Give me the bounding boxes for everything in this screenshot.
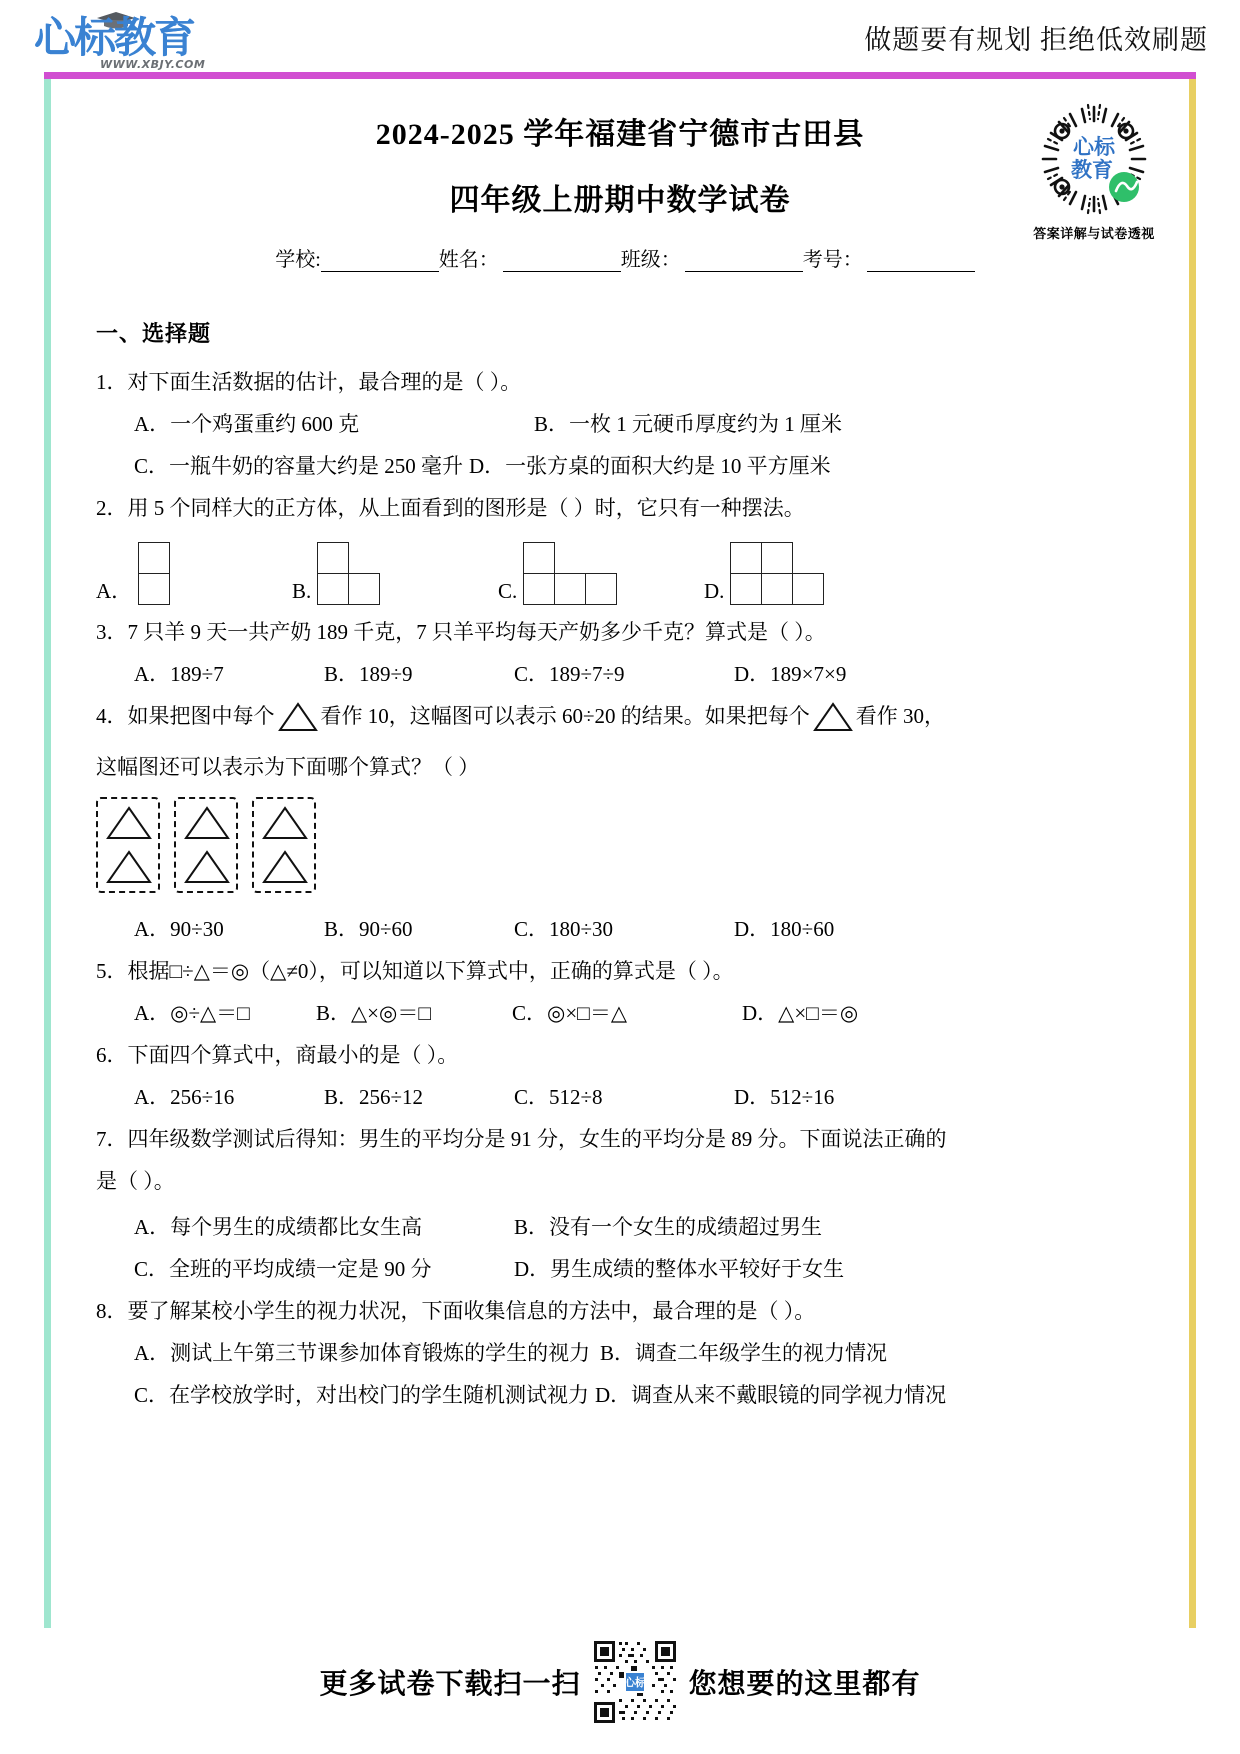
page-footer: [0, 1638, 1240, 1726]
shape-cell: [523, 573, 555, 605]
triangle-icon: [105, 849, 153, 885]
question-4-number: 4．: [96, 704, 128, 728]
question-4-stem-line1: [96, 696, 1141, 745]
question-3-options-row-1: [96, 654, 1141, 694]
question-2-option-b-label: B.: [292, 579, 312, 603]
svg-text:教育: 教育: [1071, 158, 1113, 182]
student-info-line: [51, 243, 1189, 272]
triangle-icon: [105, 805, 153, 841]
question-4-text-part3: 看作 30，: [855, 704, 946, 728]
shape-cell: [585, 573, 617, 605]
question-7-options-row-2: [96, 1249, 1141, 1289]
shape-cell: [317, 573, 349, 605]
exam-content: [96, 317, 1141, 1417]
question-8-stem: [96, 1291, 1141, 1331]
triangle-icon: [261, 849, 309, 885]
qr-caption: 答案详解与试卷透视: [1033, 226, 1155, 241]
question-8-option-a[interactable]: A．测试上午第三节课参加体育锻炼的学生的视力: [134, 1341, 591, 1365]
question-8-option-d[interactable]: D．调查从来不戴眼镜的同学视力情况: [595, 1383, 947, 1407]
question-4-option-d[interactable]: D．180÷60: [734, 917, 835, 941]
question-1-options-row-2: [96, 446, 1141, 486]
shape-figure-c: [523, 542, 620, 608]
question-4-text-part1: 如果把图中每个: [127, 704, 275, 728]
question-6-number: 6．: [96, 1043, 128, 1067]
frame-border-left: [44, 79, 51, 1628]
question-8-number: 8．: [96, 1299, 128, 1323]
svg-text:心标: 心标: [1073, 135, 1115, 159]
brand-logo-url: WWW.XBJY.COM: [100, 58, 206, 71]
shape-cell: [761, 542, 793, 574]
triangle-icon: [183, 849, 231, 885]
footer-left-text: 更多试卷下载扫一扫: [319, 1669, 581, 1700]
question-4-option-b[interactable]: B．90÷60: [324, 917, 413, 941]
question-4-options-row-1: [96, 909, 1141, 949]
question-4-stem-line2: 这幅图还可以表示为下面哪个算式？（ ）: [96, 755, 480, 779]
question-1-stem: [96, 362, 1141, 402]
question-3-stem: [96, 612, 1141, 652]
question-8-text: 要了解某校小学生的视力状况，下面收集信息的方法中，最合理的是（ ）。: [127, 1299, 816, 1323]
question-8-options-row-1: [96, 1333, 1141, 1373]
shape-figure-b: [317, 542, 383, 608]
question-2-option-b[interactable]: [292, 536, 383, 608]
qr-code-circular[interactable]: [1036, 101, 1152, 217]
question-5-number: 5．: [96, 959, 128, 983]
question-4-option-a[interactable]: A．90÷30: [134, 917, 224, 941]
question-1-option-d[interactable]: D．一张方桌的面积大约是 10 平方厘米: [469, 454, 831, 478]
question-1-number: 1．: [96, 370, 128, 394]
question-1-option-a[interactable]: A．一个鸡蛋重约 600 克: [134, 412, 360, 436]
question-7-option-c[interactable]: C．全班的平均成绩一定是 90 分: [134, 1257, 432, 1281]
question-2-option-c[interactable]: [498, 536, 620, 608]
question-7-options-row-1: [96, 1207, 1141, 1247]
question-6-option-a[interactable]: A．256÷16: [134, 1085, 235, 1109]
question-7-number: 7．: [96, 1127, 128, 1151]
page-title-line1: 2024-2025 学年福建省宁德市古田县: [375, 118, 865, 151]
name-label: 姓名：: [438, 249, 499, 271]
school-input-blank[interactable]: [321, 271, 439, 272]
question-3-option-c[interactable]: C．189÷7÷9: [514, 662, 625, 686]
footer-right-text: 您想要的这里都有: [688, 1669, 921, 1700]
question-3-number: 3．: [96, 620, 128, 644]
question-2-number: 2．: [96, 496, 128, 520]
shape-figure-d: [730, 542, 827, 608]
frame-border-top: [44, 72, 1196, 79]
brand-logo-text: 心标教育: [34, 14, 214, 62]
shape-cell: [554, 573, 586, 605]
class-input-blank[interactable]: [685, 271, 803, 272]
question-1-option-b[interactable]: B．一枚 1 元硬币厚度约为 1 厘米: [534, 412, 843, 436]
shape-cell: [348, 573, 380, 605]
question-3-option-b[interactable]: B．189÷9: [324, 662, 413, 686]
question-7-stem-line1: [96, 1119, 1141, 1159]
shape-figure-a: [138, 542, 172, 608]
question-2-option-a-label: A．: [96, 579, 133, 603]
question-2-option-a[interactable]: [96, 536, 172, 608]
triangle-group-box: [174, 797, 238, 893]
question-2-shape-options: [96, 534, 1141, 608]
question-2-option-d-label: D.: [704, 579, 725, 603]
question-5-option-b[interactable]: B．△×◎＝□: [316, 1001, 432, 1025]
exam-no-label: 考号：: [802, 249, 863, 271]
question-5-option-d[interactable]: D．△×□＝◎: [742, 1001, 859, 1025]
question-7-text-line1: 四年级数学测试后得知：男生的平均分是 91 分，女生的平均分是 89 分。下面说法正确的: [127, 1127, 947, 1151]
exam-no-input-blank[interactable]: [867, 271, 975, 272]
shape-cell: [761, 573, 793, 605]
question-7-option-a[interactable]: A．每个男生的成绩都比女生高: [134, 1215, 423, 1239]
frame-border-right: [1189, 79, 1196, 1628]
question-6-text: 下面四个算式中，商最小的是（ ）。: [127, 1043, 459, 1067]
question-7-option-d[interactable]: D．男生成绩的整体水平较好于女生: [514, 1257, 845, 1281]
question-8-options-row-2: [96, 1375, 1141, 1415]
question-1-text: 对下面生活数据的估计，最合理的是（ ）。: [127, 370, 522, 394]
question-6-stem: [96, 1035, 1141, 1075]
shape-cell: [523, 542, 555, 574]
question-1-option-c[interactable]: C．一瓶牛奶的容量大约是 250 毫升: [134, 454, 464, 478]
question-3-option-a[interactable]: A．189÷7: [134, 662, 224, 686]
question-7-stem-line2: 是（ ）。: [96, 1169, 175, 1193]
question-4-option-c[interactable]: C．180÷30: [514, 917, 614, 941]
question-2-option-c-label: C.: [498, 579, 518, 603]
shape-cell: [730, 573, 762, 605]
shape-cell: [792, 573, 824, 605]
question-7-option-b[interactable]: B．没有一个女生的成绩超过男生: [514, 1215, 823, 1239]
page-header: [0, 0, 1240, 82]
question-6-option-b[interactable]: B．256÷12: [324, 1085, 424, 1109]
brand-logo: [34, 14, 214, 76]
triangle-group-box: [96, 797, 160, 893]
question-5-option-a[interactable]: A．◎÷△＝□: [134, 1001, 250, 1025]
shape-cell: [138, 542, 170, 574]
question-4-text-part2: 看作 10，这幅图可以表示 60÷20 的结果。如果把每个: [320, 704, 810, 728]
svg-text:心标: 心标: [623, 1676, 646, 1689]
question-2-text: 用 5 个同样大的正方体，从上面看到的图形是（ ）时，它只有一种摆法。: [127, 496, 805, 520]
qr-block[interactable]: [1019, 101, 1169, 242]
question-5-option-c[interactable]: C．◎×□＝△: [512, 1001, 628, 1025]
school-label: 学校:: [275, 249, 321, 271]
shape-cell: [138, 573, 170, 605]
footer-qr-code[interactable]: [591, 1638, 679, 1726]
question-3-text: 7 只羊 9 天一共产奶 189 千克，7 只羊平均每天产奶多少千克？算式是（ ）。: [127, 620, 826, 644]
question-5-text: 根据□÷△＝◎（△≠0），可以知道以下算式中，正确的算式是（ ）。: [127, 959, 734, 983]
question-1-options-row-1: [96, 404, 1141, 444]
exam-paper-body: [51, 79, 1189, 1621]
question-5-stem: [96, 951, 1141, 991]
triangle-group-box: [252, 797, 316, 893]
triangle-icon: [813, 702, 853, 745]
section-heading-choice: 一、选择题: [96, 321, 212, 346]
question-8-option-b[interactable]: B．调查二年级学生的视力情况: [600, 1341, 888, 1365]
question-8-option-c[interactable]: C．在学校放学时，对出校门的学生随机测试视力: [134, 1383, 590, 1407]
triangle-icon: [278, 702, 318, 745]
header-slogan: 做题要有规划 拒绝低效刷题: [864, 25, 1208, 55]
name-input-blank[interactable]: [503, 271, 621, 272]
qr-code-icon: [591, 1638, 679, 1726]
triangle-icon: [183, 805, 231, 841]
question-3-option-d[interactable]: D．189×7×9: [734, 662, 847, 686]
question-6-options-row-1: [96, 1077, 1141, 1117]
question-2-stem: [96, 488, 1141, 528]
shape-cell: [317, 542, 349, 574]
question-2-option-d[interactable]: [704, 536, 827, 608]
question-6-option-c[interactable]: C．512÷8: [514, 1085, 603, 1109]
question-5-options-row-1: [96, 993, 1141, 1033]
question-6-option-d[interactable]: D．512÷16: [734, 1085, 835, 1109]
class-label: 班级：: [620, 249, 681, 271]
shape-cell: [730, 542, 762, 574]
qr-code-icon: [1036, 101, 1152, 217]
triangle-icon: [261, 805, 309, 841]
page-title-line2: 四年级上册期中数学试卷: [449, 184, 791, 217]
question-4-figure: [96, 797, 1141, 901]
